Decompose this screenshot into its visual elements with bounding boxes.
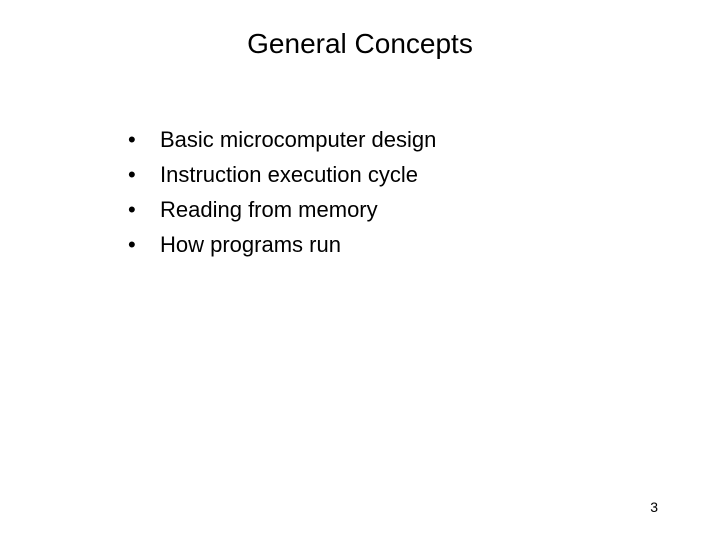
- list-item: [128, 157, 436, 192]
- bullet-text: Basic microcomputer design: [160, 127, 437, 152]
- bullet-text: Reading from memory: [160, 197, 378, 222]
- bullet-text: Instruction execution cycle: [160, 162, 419, 187]
- slide-title: General Concepts: [247, 28, 473, 59]
- bullet-list: [128, 122, 436, 262]
- page-number: 3: [650, 499, 658, 515]
- bullet-icon: •: [128, 232, 136, 257]
- bullet-icon: •: [128, 127, 136, 152]
- list-item: [128, 122, 436, 157]
- list-item: [128, 227, 436, 262]
- bullet-text: How programs run: [160, 232, 341, 257]
- bullet-icon: •: [128, 162, 136, 187]
- bullet-icon: •: [128, 197, 136, 222]
- list-item: [128, 192, 436, 227]
